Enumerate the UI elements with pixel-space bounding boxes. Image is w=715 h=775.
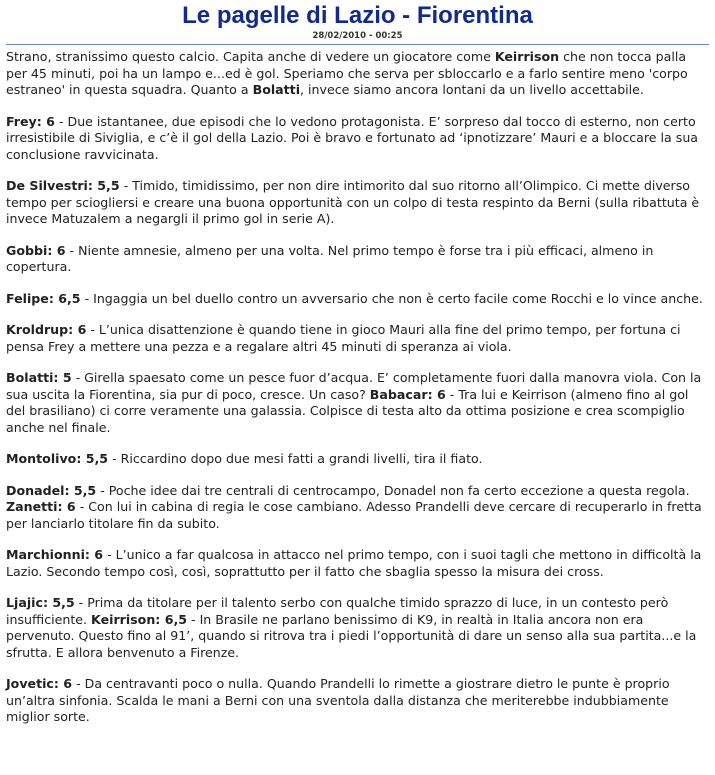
publish-date: 28/02/2010 - 00:25 <box>312 31 403 41</box>
rating-paragraph <box>6 370 709 436</box>
rating-paragraph <box>6 114 709 164</box>
rating-paragraph <box>6 322 709 355</box>
player-rating: Felipe: 6,5 <box>6 290 81 306</box>
rating-comment: - In Brasile ne parlano benissimo di K9, in realtà in Italia ancora non era pervenuto. Questo fino al 91’, quando si ritrova tra i piedi l’opportunità di dare un senso alla sua partita...e la sfrutta. E allora benvenuto a Firenze. <box>6 611 697 660</box>
article-header <box>6 0 709 45</box>
rating-paragraph <box>6 483 709 533</box>
player-rating: Keirrison: 6,5 <box>91 611 188 627</box>
player-name: Bolatti <box>252 82 301 97</box>
player-rating: Bolatti: 5 <box>6 370 72 385</box>
player-rating: Marchionni: 6 <box>6 547 104 562</box>
rating-comment: - Girella spaesato come un pesce fuor d’acqua. E’ completamente fuori dalla manovra viola. Con la sua uscita la Fiorentina, sia pur di poco, cresce. Un caso? <box>6 370 702 402</box>
page-title: Le pagelle di Lazio - Fiorentina <box>182 2 533 29</box>
rating-comment: - Prima da titolare per il talento serbo con qualche timido sprazzo di luce, in un contesto però insufficiente. <box>6 595 669 627</box>
player-rating: Gobbi: 6 <box>6 242 66 258</box>
article-body <box>6 45 709 726</box>
intro-text: che non tocca palla per 45 minuti, poi ha un lampo e...ed è gol. Speriamo che serva per sbloccarlo e a farlo sentire meno 'corpo estraneo' in questa squadra. Quanto a <box>6 49 688 97</box>
player-rating: De Silvestri: 5,5 <box>6 178 120 193</box>
player-name: Keirrison <box>494 49 560 64</box>
rating-comment: - Da centravanti poco o nulla. Quando Prandelli lo rimette a giostrare dietro le punte è proprio un’altra sinfonia. Scalda le mani a Berni con una sventola dalla distanza che meriterebbe indubbiamente miglior sorte. <box>6 676 670 724</box>
rating-paragraph <box>6 291 709 308</box>
rating-comment: - Timido, timidissimo, per non dire intimorito dal suo ritorno all’Olimpico. Ci mette diverso tempo per sciogliersi e creare una buona opportunità con un colpo di testa respinto da Berni (sulla ribattuta è invece Matuzalem a negargli il primo gol in serie A). <box>6 178 700 226</box>
player-rating: Donadel: 5,5 <box>6 482 97 498</box>
rating-comment: - Ingaggia un bel duello contro un avversario che non è certo facile come Rocchi e lo vince anche. <box>80 290 703 306</box>
rating-paragraph <box>6 451 709 468</box>
rating-comment: - Poche idee dai tre centrali di centrocampo, Donadel non fa certo eccezione a questa regola. <box>96 482 690 498</box>
intro-text: , invece siamo ancora lontani da un livello accettabile. <box>300 82 644 97</box>
player-rating: Jovetic: 6 <box>6 676 73 691</box>
rating-paragraph <box>6 243 709 276</box>
rating-paragraph <box>6 595 709 661</box>
rating-paragraph <box>6 178 709 228</box>
player-rating: Frey: 6 <box>6 113 55 129</box>
rating-comment: - Due istantanee, due episodi che lo vedono protagonista. E’ sorpreso dal tocco di esterno, non certo irresistibile di Siviglia, e c’è il gol della Lazio. Poi è bravo e fortunato ad ‘ipnotizzare’ Mauri e a bloccare la sua conclusione ravvicinata. <box>6 113 699 162</box>
rating-paragraph <box>6 547 709 580</box>
rating-comment: - L’unico a far qualcosa in attacco nel primo tempo, con i suoi tagli che mettono in difficoltà la Lazio. Secondo tempo così, così, soprattutto per il fatto che sbaglia spesso la misura dei cross. <box>6 547 702 579</box>
player-rating: Zanetti: 6 <box>6 499 76 514</box>
player-rating: Kroldrup: 6 <box>6 322 87 337</box>
rating-comment: - L’unica disattenzione è quando tiene in gioco Mauri alla fine del primo tempo, per fortuna ci pensa Frey a mettere una pezza e a regalare altri 45 minuti di speranza ai viola. <box>6 322 681 354</box>
rating-comment: - Con lui in cabina di regia le cose cambiano. Adesso Prandelli deve cercare di recuperarlo in fretta per lanciarlo titolare fin da subito. <box>6 499 702 531</box>
rating-paragraph <box>6 676 709 726</box>
rating-comment: - Riccardino dopo due mesi fatti a grandi livelli, tira il fiato. <box>108 451 483 466</box>
player-rating: Montolivo: 5,5 <box>6 451 109 466</box>
player-rating: Babacar: 6 <box>369 386 446 402</box>
rating-comment: - Tra lui e Keirrison (almeno fino al gol del brasiliano) ci corre veramente una galassia. Colpisce di testa alto da ottima posizione e crea scompiglio anche nel finale. <box>6 386 689 435</box>
rating-comment: - Niente amnesie, almeno per una volta. Nel primo tempo è forse tra i più efficaci, almeno in copertura. <box>6 242 654 274</box>
intro-text: Strano, stranissimo questo calcio. Capita anche di vedere un giocatore come <box>6 49 495 64</box>
intro-paragraph <box>6 49 709 99</box>
player-rating: Ljajic: 5,5 <box>6 595 75 610</box>
